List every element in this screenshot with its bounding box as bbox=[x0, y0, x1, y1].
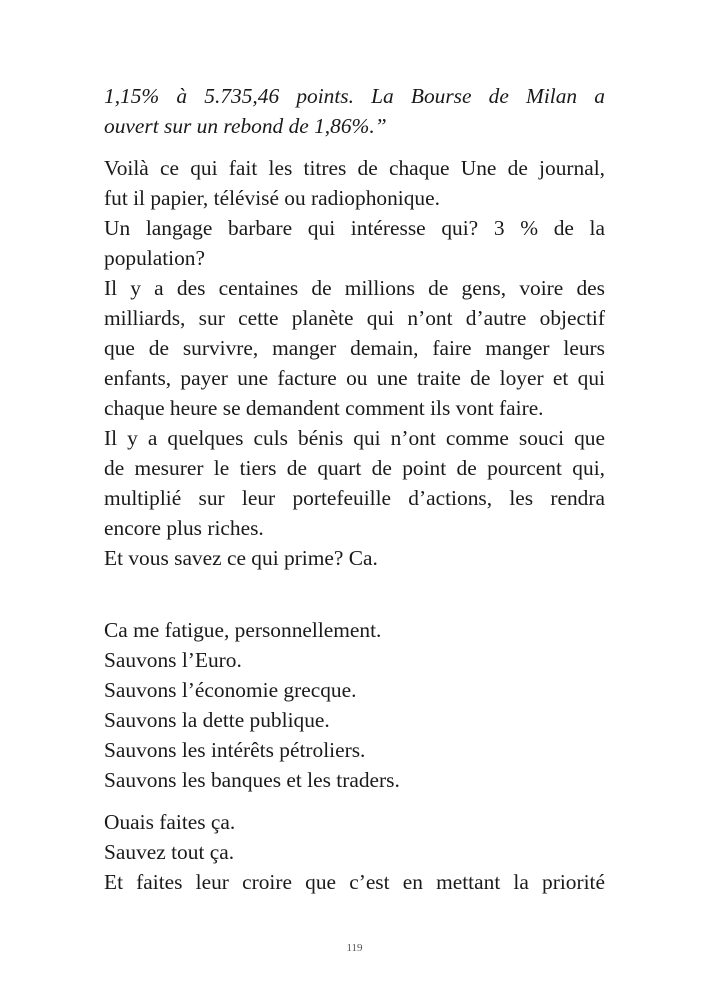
text-line: Sauvons la dette publique. bbox=[104, 708, 330, 732]
text-line: fut il papier, télévisé ou radiophonique. bbox=[104, 186, 440, 210]
page-number: 119 bbox=[346, 942, 363, 954]
text-line: population? bbox=[104, 246, 205, 270]
text-line: Un langage barbare qui intéresse qui? 3 % de la bbox=[104, 216, 605, 240]
text-line: chaque heure se demandent comment ils vont faire. bbox=[104, 396, 544, 420]
text-line: Sauvez tout ça. bbox=[104, 840, 235, 864]
text-line: 1,15% à 5.735,46 points. La Bourse de Milan a bbox=[104, 84, 605, 108]
paragraph-2 bbox=[104, 615, 605, 795]
text-line: Ca me fatigue, personnellement. bbox=[104, 618, 382, 642]
text-line: multiplié sur leur portefeuille d’actions, les rendra bbox=[104, 486, 605, 510]
quote-paragraph bbox=[104, 81, 605, 141]
text-line: Il y a quelques culs bénis qui n’ont comme souci que bbox=[104, 426, 605, 450]
page-body bbox=[104, 81, 605, 897]
text-line: que de survivre, manger demain, faire manger leurs bbox=[104, 336, 605, 360]
text-line: Sauvons l’économie grecque. bbox=[104, 678, 357, 702]
paragraph-gap bbox=[104, 141, 605, 153]
text-line: ouvert sur un rebond de 1,86%.” bbox=[104, 114, 387, 138]
text-line: Sauvons l’Euro. bbox=[104, 648, 242, 672]
text-line: Ouais faites ça. bbox=[104, 810, 236, 834]
text-line: Il y a des centaines de millions de gens, voire des bbox=[104, 276, 605, 300]
text-line: Voilà ce qui fait les titres de chaque Une de journal, bbox=[104, 156, 605, 180]
text-line: de mesurer le tiers de quart de point de pourcent qui, bbox=[104, 456, 605, 480]
paragraph-1 bbox=[104, 153, 605, 573]
text-line: Et vous savez ce qui prime? Ca. bbox=[104, 546, 378, 570]
text-line: milliards, sur cette planète qui n’ont d’autre objectif bbox=[104, 306, 605, 330]
text-line: Sauvons les banques et les traders. bbox=[104, 768, 400, 792]
text-line: Et faites leur croire que c’est en mettant la priorité bbox=[104, 870, 605, 894]
text-line: enfants, payer une facture ou une traite de loyer et qui bbox=[104, 366, 605, 390]
paragraph-gap bbox=[104, 795, 605, 807]
paragraph-gap bbox=[104, 573, 605, 615]
text-line: encore plus riches. bbox=[104, 516, 264, 540]
text-line: Sauvons les intérêts pétroliers. bbox=[104, 738, 366, 762]
paragraph-3 bbox=[104, 807, 605, 897]
